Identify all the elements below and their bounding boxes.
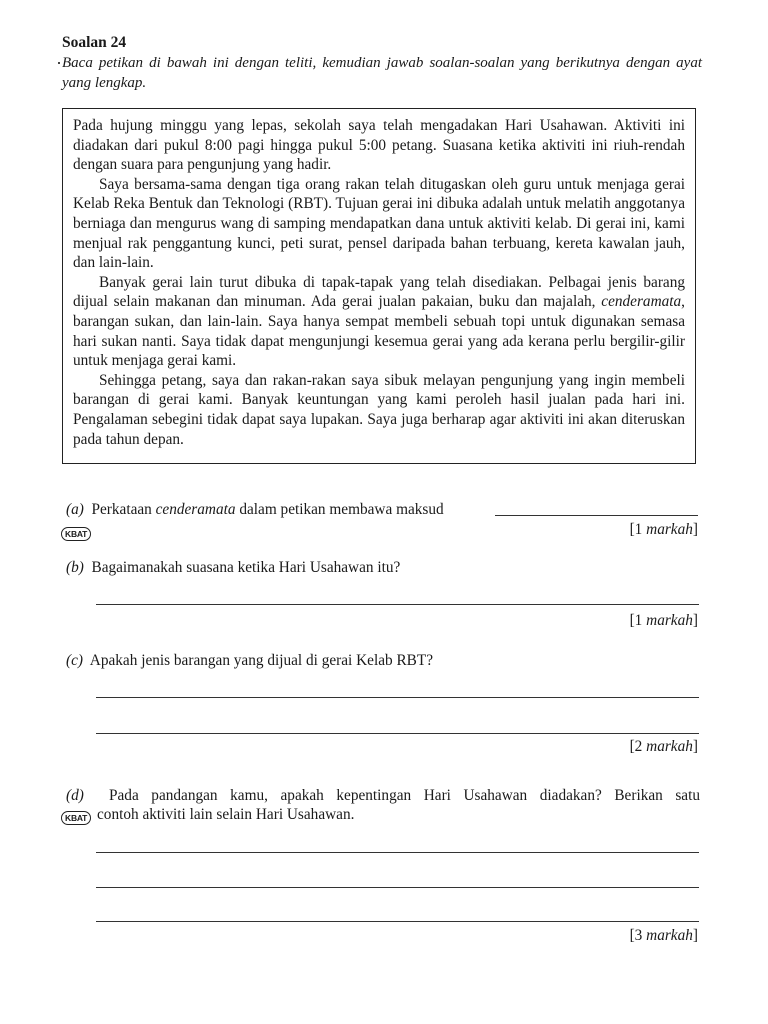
passage-p3-italic-word: cenderamata xyxy=(601,293,682,311)
answer-line-d1[interactable] xyxy=(96,852,699,853)
question-d-label: (d) xyxy=(66,787,84,804)
question-a xyxy=(66,501,444,519)
passage-box xyxy=(62,108,696,464)
marks-d-word: markah xyxy=(646,927,693,944)
kbat-badge-a: KBAT xyxy=(61,527,91,541)
answer-line-b[interactable] xyxy=(96,604,699,605)
question-a-text-start: Perkataan xyxy=(91,501,156,518)
kbat-badge-d: KBAT xyxy=(61,811,91,825)
marks-b-close: ] xyxy=(692,612,698,629)
question-a-text-end: dalam petikan membawa maksud xyxy=(235,501,444,518)
passage-paragraph-4: Sehingga petang, saya dan rakan-rakan saya sibuk melayan pengunjung yang ingin membeli barangan di gerai kami. Banyak keuntungan yang kami peroleh hasil jualan pada hari ini. Pengalaman sebegini tidak dapat saya lupakan. Saya juga berharap agar aktiviti ini akan diteruskan pada tahun depan. xyxy=(73,371,685,448)
passage-paragraph-3 xyxy=(73,273,685,371)
marks-d-close: ] xyxy=(692,927,698,944)
question-b-label: (b) xyxy=(66,559,84,576)
marks-b xyxy=(630,612,698,630)
question-c-text: Apakah jenis barangan yang dijual di gerai Kelab RBT? xyxy=(89,652,434,669)
marks-a xyxy=(630,521,698,539)
question-d-line2: contoh aktiviti lain selain Hari Usahawan. xyxy=(97,806,355,823)
marks-d-open: [3 xyxy=(629,927,647,944)
marks-c-word: markah xyxy=(646,738,693,755)
instruction-text: Baca petikan di bawah ini dengan teliti, kemudian jawab soalan-soalan yang berikutnya dengan ayat yang lengkap. xyxy=(62,55,702,91)
marks-a-word: markah xyxy=(646,521,693,538)
answer-line-c1[interactable] xyxy=(96,697,699,698)
marks-d xyxy=(630,927,698,945)
passage-p3-start: Banyak gerai lain turut dibuka di tapak-tapak yang telah disediakan. Pelbagai jenis barang dijual selain makanan dan minuman. Ada gerai jualan pakaian, buku dan majalah, xyxy=(73,273,685,311)
passage-paragraph-1: Pada hujung minggu yang lepas, sekolah saya telah mengadakan Hari Usahawan. Aktiviti ini diadakan dari pukul 8:00 pagi hingga pukul 5:00 petang. Suasana ketika aktiviti ini riuh-rendah dengan suara para pengunjung yang hadir. xyxy=(73,117,685,174)
marks-a-close: ] xyxy=(692,521,698,538)
page-speck xyxy=(58,62,60,64)
passage-p3-end: , barangan sukan, dan lain-lain. Saya hanya sempat membeli sebuah topi untuk digunakan semasa hari sukan nanti. Saya tidak dapat mengunjungi kesemua gerai yang ada kerana perlu bergilir-gilir untuk menjaga gerai kami. xyxy=(73,293,685,370)
marks-b-word: markah xyxy=(646,612,693,629)
question-c-label: (c) xyxy=(66,652,83,669)
question-d-text-1: Pada pandangan kamu, apakah kepentingan Hari Usahawan diadakan? Berikan satu xyxy=(109,787,700,804)
question-a-label: (a) xyxy=(66,501,84,518)
answer-line-d2[interactable] xyxy=(96,887,699,888)
answer-line-a[interactable] xyxy=(495,515,698,516)
question-c xyxy=(66,652,433,670)
marks-c-open: [2 xyxy=(629,738,647,755)
question-title: Soalan 24 xyxy=(62,34,127,51)
answer-line-c2[interactable] xyxy=(96,733,699,734)
marks-b-open: [1 xyxy=(629,612,647,629)
answer-line-d3[interactable] xyxy=(96,921,699,922)
question-d-line1 xyxy=(66,787,700,805)
passage-paragraph-2: Saya bersama-sama dengan tiga orang rakan telah ditugaskan oleh guru untuk menjaga gerai Kelab Reka Bentuk dan Teknologi (RBT). Tujuan gerai ini dibuka adalah untuk melatih anggotanya berniaga dan mengurus wang di samping mendapatkan dana untuk aktiviti kelab. Di gerai ini, kami menjual rak penggantung kunci, peti surat, pensel daripada bahan terbuang, kereta kawalan jauh, dan lain-lain. xyxy=(73,175,685,272)
question-a-italic-word: cenderamata xyxy=(155,501,236,518)
marks-c-close: ] xyxy=(692,738,698,755)
question-b-text: Bagaimanakah suasana ketika Hari Usahawan itu? xyxy=(91,559,401,576)
question-b xyxy=(66,559,400,577)
marks-a-open: [1 xyxy=(629,521,647,538)
marks-c xyxy=(630,738,698,756)
